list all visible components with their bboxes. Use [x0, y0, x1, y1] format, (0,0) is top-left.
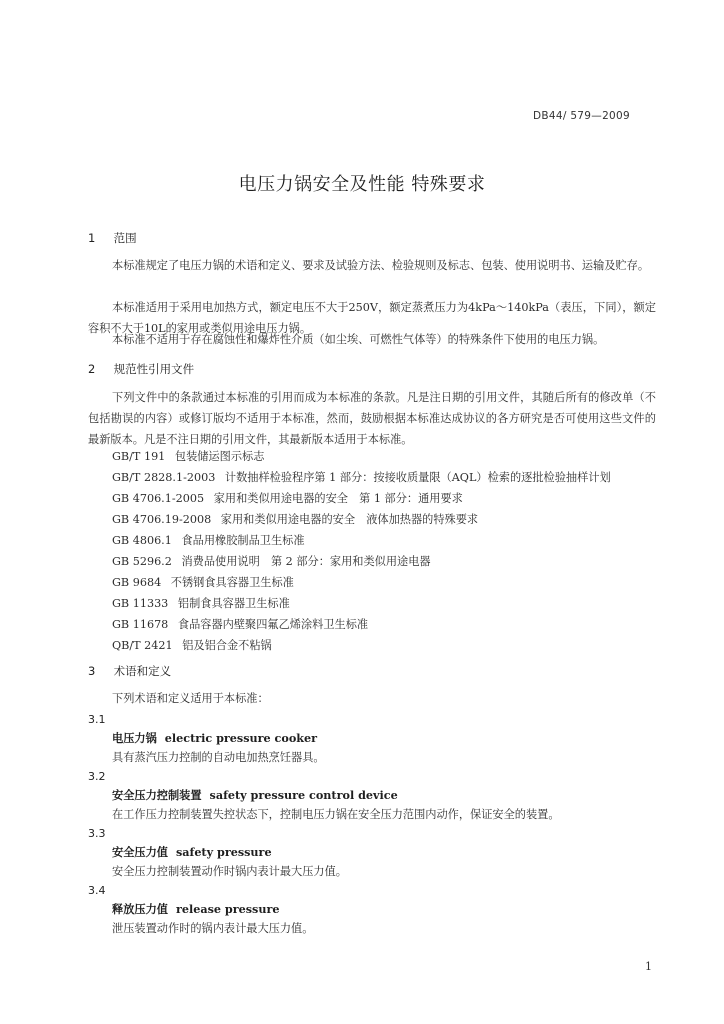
term-number: 3.2	[88, 770, 106, 783]
term-number: 3.1	[88, 713, 106, 726]
reference-title: 铝制食具容器卫生标准	[177, 597, 290, 610]
reference-title: 食品容器内壁聚四氟乙烯涂料卫生标准	[177, 618, 369, 631]
reference-title: 家用和类似用途电器的安全 第 1 部分：通用要求	[213, 492, 463, 505]
section-2-heading	[88, 361, 194, 377]
term-en: safety pressure control device	[209, 788, 398, 802]
reference-code: GB/T 191	[112, 450, 166, 463]
section-number: 2	[88, 362, 96, 376]
reference-code: GB 4706.19-2008	[112, 513, 212, 526]
term-en: electric pressure cooker	[164, 731, 318, 745]
reference-code: QB/T 2421	[112, 639, 173, 652]
term-number: 3.4	[88, 884, 106, 897]
reference-code: GB 11333	[112, 597, 169, 610]
standard-code: DB44/ 579—2009	[533, 110, 630, 122]
reference-item	[112, 509, 478, 530]
reference-code: GB 9684	[112, 576, 162, 589]
section-number: 3	[88, 664, 96, 678]
term-en: safety pressure	[175, 845, 272, 859]
term-heading	[112, 787, 398, 803]
paragraph: 下列文件中的条款通过本标准的引用而成为本标准的条款。凡是注日期的引用文件，其随后所有的修改单（不包括勘误的内容）或修订版均不适用于本标准，然而，鼓励根据本标准达成协议的各方研究是否可使用这些文件的最新版本。凡是不注日期的引用文件，其最新版本适用于本标准。	[88, 391, 656, 446]
reference-title: 食品用橡胶制品卫生标准	[181, 534, 305, 547]
term-definition: 安全压力控制装置动作时锅内表计最大压力值。	[112, 865, 347, 878]
reference-title: 家用和类似用途电器的安全 液体加热器的特殊要求	[220, 513, 479, 526]
reference-item	[112, 530, 305, 551]
reference-item	[112, 593, 290, 614]
term-zh: 释放压力值	[112, 902, 168, 916]
reference-item	[112, 572, 294, 593]
section-3-heading	[88, 663, 171, 679]
section-title: 范围	[113, 231, 137, 245]
term-definition: 泄压装置动作时的锅内表计最大压力值。	[112, 922, 314, 935]
reference-title: 消费品使用说明 第 2 部分：家用和类似用途电器	[181, 555, 431, 568]
reference-code: GB 5296.2	[112, 555, 172, 568]
reference-item	[112, 446, 264, 467]
reference-item	[112, 488, 463, 509]
reference-item	[112, 551, 431, 572]
term-definition: 在工作压力控制装置失控状态下，控制电压力锅在安全压力范围内动作，保证安全的装置。	[112, 808, 560, 821]
term-heading	[112, 901, 279, 917]
section-1-heading	[88, 230, 137, 246]
term-number: 3.3	[88, 827, 106, 840]
reference-item	[112, 635, 272, 656]
paragraph: 本标准规定了电压力锅的术语和定义、要求及试验方法、检验规则及标志、包装、使用说明书、运输及贮存。	[112, 259, 650, 272]
paragraph: 本标准不适用于存在腐蚀性和爆炸性介质（如尘埃、可燃性气体等）的特殊条件下使用的电压力锅。	[112, 333, 605, 346]
term-heading	[112, 844, 272, 860]
page-number: 1	[645, 960, 652, 973]
term-en: release pressure	[175, 902, 280, 916]
section-title: 术语和定义	[113, 664, 172, 678]
paragraph: 下列术语和定义适用于本标准：	[112, 692, 269, 705]
reference-code: GB 11678	[112, 618, 169, 631]
reference-code: GB/T 2828.1-2003	[112, 471, 216, 484]
term-zh: 安全压力值	[112, 845, 168, 859]
term-zh: 安全压力控制装置	[112, 788, 202, 802]
section-title: 规范性引用文件	[113, 362, 195, 376]
reference-title: 不锈钢食具容器卫生标准	[170, 576, 294, 589]
reference-title: 铝及铝合金不粘锅	[182, 639, 272, 652]
page-title: 电压力锅安全及性能 特殊要求	[238, 174, 486, 195]
reference-title: 包装储运图示标志	[174, 450, 265, 463]
paragraph: 本标准适用于采用电加热方式，额定电压不大于250V，额定蒸煮压力为4kPa～140kPa（表压，下同），额定容积不大于10L的家用或类似用途电压力锅。	[88, 301, 656, 335]
term-heading	[112, 730, 317, 746]
term-zh: 电压力锅	[112, 731, 157, 745]
reference-item	[112, 614, 368, 635]
section-number: 1	[88, 231, 96, 245]
term-definition: 具有蒸汽压力控制的自动电加热烹饪器具。	[112, 751, 325, 764]
reference-code: GB 4706.1-2005	[112, 492, 205, 505]
reference-title: 计数抽样检验程序第 1 部分：按接收质量限（AQL）检索的逐批检验抽样计划	[224, 471, 611, 484]
reference-code: GB 4806.1	[112, 534, 172, 547]
reference-item	[112, 467, 611, 488]
